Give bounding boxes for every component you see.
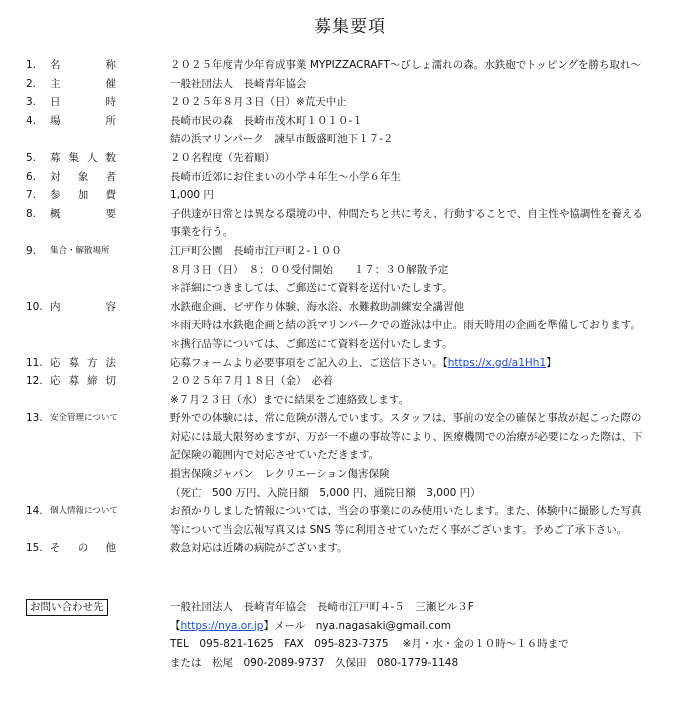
section-label-text	[50, 168, 116, 187]
section-number: 13.	[26, 412, 43, 425]
section-line: ８月３日（日） ８：００受付開始 １７：３０解散予定	[170, 263, 449, 276]
section-label-char: そ	[50, 542, 61, 555]
section-line: 野外での体験には、常に危険が潜んでいます。スタッフは、事前の安全の確保と事故が起こった際の	[170, 412, 642, 425]
section-line: ＊雨天時は水鉄砲企画と結の浜マリンパークでの遊泳は中止。雨天時用の企画を準備しております。	[170, 319, 641, 332]
section-number: 3.	[26, 96, 37, 109]
section-line: 長崎市近郊にお住まいの小学４年生～小学６年生	[170, 170, 401, 183]
section-row	[0, 205, 700, 242]
section-line: お預かりしました情報については、当会の事業にのみ使用いたします。また、体験中に撮影した写真	[170, 505, 642, 518]
section-label-text	[50, 75, 116, 94]
section-label-char: 応	[50, 356, 61, 369]
section-label	[0, 112, 170, 149]
section-content	[170, 168, 700, 187]
section-row	[0, 56, 700, 75]
page-title: 募集要項	[314, 17, 386, 37]
section-label-char: 締	[87, 375, 98, 388]
section-line: ２０２５年度青少年育成事業 MYPIZZACRAFT～びしょ濡れの森。水鉄砲でトッピングを勝ち取れ～	[170, 59, 642, 71]
section-label-text: 集合・解散場所	[50, 245, 110, 256]
section-label-char: 切	[105, 375, 116, 388]
section-label-char: 名	[50, 59, 61, 71]
section-label-char: 容	[105, 300, 116, 313]
section-label	[0, 93, 170, 112]
section-label-text	[50, 93, 116, 112]
section-line: 対応には最大限努めますが、万が一不慮の事故等により、医療機関での治療が必要になった際は、下	[170, 430, 643, 443]
section-label	[0, 242, 170, 298]
section-label	[0, 409, 170, 502]
section-content	[170, 149, 700, 168]
section-label-text	[50, 205, 116, 242]
section-number: 14.	[26, 505, 43, 518]
section-label-char: 概	[50, 207, 61, 220]
section-label-char: 時	[105, 96, 116, 109]
section-line-text: 応募フォームより必要事項をご記入の上、ご送信下さい。【	[170, 356, 448, 369]
section-number: 5.	[26, 151, 37, 164]
section-row	[0, 298, 700, 354]
section-label-char: 募	[50, 151, 61, 164]
section-label-text	[50, 112, 116, 149]
section-label-char: 加	[77, 189, 89, 202]
section-line: 1,000 円	[170, 189, 214, 202]
section-label-char: 象	[77, 170, 89, 183]
section-line: ２０２５年７月１８日（金） 必着	[170, 375, 333, 388]
contact-web-email-line: 【https://nya.or.jp】メール nya.nagasaki@gmail.com	[170, 619, 451, 632]
section-number: 6.	[26, 170, 37, 183]
section-line: ２０名程度（先着順）	[170, 151, 275, 164]
section-label-char: の	[77, 542, 89, 555]
section-number: 15.	[26, 542, 43, 555]
section-row	[0, 354, 700, 373]
section-number: 9.	[26, 244, 37, 257]
contact-lines	[170, 598, 569, 672]
section-line: 江戸町公園 長崎市江戸町２-１００	[170, 244, 342, 257]
section-line: 水鉄砲企画、ピザ作り体験、海水浴、水難救助訓練安全講習他	[170, 300, 464, 313]
application-form-link[interactable]: https://x.gd/a1Hh1	[447, 356, 547, 369]
section-number: 8.	[26, 207, 37, 220]
section-row	[0, 502, 700, 539]
section-label-text	[50, 298, 116, 354]
section-row	[0, 539, 700, 558]
section-label-char: 方	[87, 356, 98, 369]
section-row	[0, 409, 700, 502]
section-line	[170, 354, 676, 373]
section-label-char: 募	[68, 356, 79, 369]
section-content	[170, 186, 700, 205]
section-content	[170, 112, 700, 149]
section-label	[0, 539, 170, 558]
section-content	[170, 75, 700, 94]
section-label-char: 他	[105, 542, 116, 555]
section-line: 子供達が日常とは異なる環境の中、仲間たちと共に考え、行動することで、自主性や協調性を養える	[170, 207, 643, 220]
section-label-char: 催	[105, 77, 116, 90]
section-row	[0, 112, 700, 149]
section-number: 11.	[26, 356, 43, 369]
section-row	[0, 93, 700, 112]
section-label	[0, 75, 170, 94]
section-line: （死亡 500 万円、入院日額 5,000 円、通院日額 3,000 円）	[170, 486, 481, 499]
section-label-char: 場	[50, 114, 61, 127]
contact-block	[0, 598, 700, 672]
section-label-text	[50, 56, 116, 75]
section-content	[170, 298, 700, 354]
section-label-char: 集	[68, 151, 79, 164]
section-number: 4.	[26, 114, 37, 127]
section-row	[0, 149, 700, 168]
contact-tel-fax: TEL 095-821-1625 FAX 095-823-7375 ※月・水・金の１０時～１６時まで	[170, 638, 569, 651]
section-label	[0, 298, 170, 354]
section-label-text	[50, 149, 116, 168]
section-line: ※７月２３日（水）までに結果をご連絡致します。	[170, 393, 409, 406]
section-label	[0, 354, 170, 373]
section-row	[0, 75, 700, 94]
section-number: 2.	[26, 77, 37, 90]
sections-list	[0, 56, 700, 558]
section-label-text	[50, 539, 116, 558]
section-label-text: 個人情報について	[50, 506, 118, 517]
section-line: ２０２５年８月３日（日）※荒天中止	[170, 96, 347, 109]
section-label	[0, 372, 170, 409]
section-line: 等について当会広報写真又は SNS 等に利用させていただく事がございます。予めご了承下さい。	[170, 523, 628, 536]
section-label-char: 主	[50, 77, 61, 90]
section-line: ＊詳細につきましては、ご郵送にて資料を送付いたします。	[170, 282, 453, 295]
section-label-char: 人	[87, 151, 98, 164]
section-label-char: 数	[105, 151, 116, 164]
contact-label: お問い合わせ先	[26, 599, 108, 616]
section-content	[170, 539, 700, 558]
section-label-char: 応	[50, 375, 61, 388]
section-line: 記保険の範囲内で対応させていただきます。	[170, 449, 380, 462]
section-label	[0, 56, 170, 75]
section-label	[0, 168, 170, 187]
section-row	[0, 372, 700, 409]
section-label-char: 参	[50, 189, 61, 202]
section-line: 救急対応は近隣の病院がございます。	[170, 542, 348, 555]
section-label-text: 安全管理について	[50, 413, 118, 424]
section-row	[0, 168, 700, 187]
section-number: 10.	[26, 300, 43, 313]
section-content	[170, 205, 700, 242]
contact-label-wrap	[0, 598, 170, 672]
contact-url-link[interactable]: https://nya.or.jp	[180, 619, 264, 632]
section-number: 1.	[26, 59, 37, 71]
section-label-char: 費	[105, 189, 116, 202]
section-content	[170, 93, 700, 112]
section-content	[170, 354, 700, 373]
section-label	[0, 149, 170, 168]
section-label-char: 法	[105, 356, 116, 369]
section-number: 12.	[26, 375, 43, 388]
section-label	[0, 502, 170, 539]
section-content	[170, 502, 700, 539]
section-line-text: 】	[546, 356, 557, 369]
section-content	[170, 409, 700, 502]
section-label	[0, 186, 170, 205]
section-line: 長崎市民の森 長崎市茂木町１０１０-１	[170, 114, 363, 127]
section-content	[170, 56, 700, 75]
section-line: 結の浜マリンパーク 諫早市飯盛町池下１７-２	[170, 133, 394, 146]
contact-alt-phones: または 松尾 090-2089-9737 久保田 080-1779-1148	[170, 656, 459, 669]
section-number: 7.	[26, 189, 37, 202]
section-line: ＊携行品等については、ご郵送にて資料を送付いたします。	[170, 337, 453, 350]
section-label-char: 所	[105, 114, 116, 127]
section-label-char: 称	[105, 59, 116, 71]
section-label-char: 募	[68, 375, 79, 388]
section-line: 事業を行う。	[170, 226, 233, 239]
section-label-char: 者	[105, 170, 116, 183]
section-label-text	[50, 354, 116, 373]
section-line: 一般社団法人 長崎青年協会	[170, 77, 307, 90]
section-label-char: 対	[50, 170, 61, 183]
section-label-char: 内	[50, 300, 61, 313]
section-label-char: 要	[105, 207, 116, 220]
section-label-char: 日	[50, 96, 61, 109]
contact-org: 一般社団法人 長崎青年協会 長崎市江戸町４-５ 三瀬ビル３F	[170, 601, 474, 613]
section-row	[0, 242, 700, 298]
contact-email: 】メール nya.nagasaki@gmail.com	[263, 619, 451, 632]
section-row	[0, 186, 700, 205]
section-line: 損害保険ジャパン レクリエーション傷害保険	[170, 468, 390, 481]
section-content	[170, 242, 700, 298]
section-label	[0, 205, 170, 242]
section-label-text	[50, 372, 116, 409]
section-label-text	[50, 186, 116, 205]
section-content	[170, 372, 700, 409]
